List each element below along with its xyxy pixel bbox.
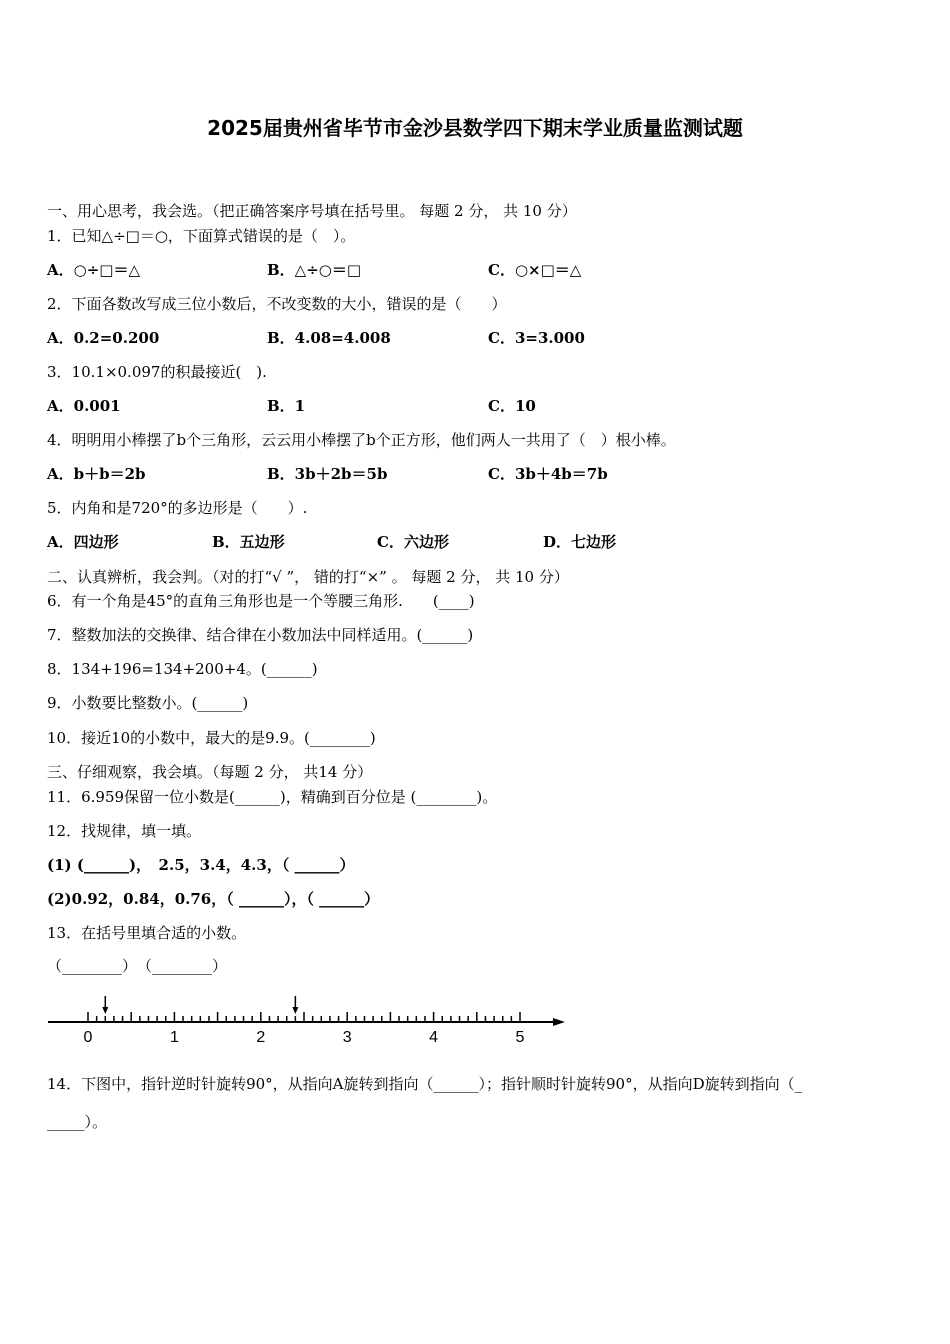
question-14: 14．下图中，指针逆时针旋转90°，从指向A旋转到指向（______）；指针顺时针旋转90°，从指向D旋转到指向（_ <box>47 1075 803 1093</box>
option-b: B．4.08=4.008 <box>267 329 391 347</box>
option-b: B．3b＋2b＝5b <box>267 465 388 483</box>
option-a: A．○÷□＝△ <box>47 261 141 279</box>
pointer-arrow-head <box>292 1007 298 1014</box>
question-9: 9．小数要比整数小。(______) <box>47 694 249 712</box>
option-a: A．四边形 <box>47 533 119 551</box>
option-b: B．五边形 <box>212 533 285 551</box>
option-a: A．0.001 <box>47 397 121 415</box>
axis-arrowhead <box>553 1018 565 1026</box>
axis-tick-label: 3 <box>342 1029 352 1046</box>
question-1: 1．已知△÷□＝○，下面算式错误的是（ ）。 <box>47 227 356 245</box>
page-title: 2025届贵州省毕节市金沙县数学四下期末学业质量监测试题 <box>207 116 743 140</box>
question-12-part-2: (2)0.92，0.84，0.76，（ ______），（ ______） <box>47 890 380 908</box>
question-14-continued: _____）。 <box>47 1113 108 1131</box>
question-12-part-1: (1) (______)， 2.5，3.4，4.3，（ ______） <box>47 856 355 874</box>
axis-tick-label: 5 <box>515 1029 525 1046</box>
question-12: 12．找规律，填一填。 <box>47 822 202 840</box>
option-c: C．3=3.000 <box>488 329 585 347</box>
option-a: A．b＋b＝2b <box>47 465 146 483</box>
option-c: C．10 <box>488 397 536 415</box>
question-7: 7．整数加法的交换律、结合律在小数加法中同样适用。(______) <box>47 626 474 644</box>
question-3: 3．10.1×0.097的积最接近( ). <box>47 363 267 381</box>
section-2-heading: 二、认真辨析，我会判。（对的打“√ ”， 错的打“×” 。 每题 2 分， 共 10 分） <box>47 568 569 586</box>
option-b: B．1 <box>267 397 306 415</box>
option-c: C．○×□＝△ <box>488 261 582 279</box>
option-d: D．七边形 <box>543 533 617 551</box>
question-2: 2．下面各数改写成三位小数后，不改变数的大小，错误的是（ ） <box>47 295 507 313</box>
question-6: 6．有一个角是45°的直角三角形也是一个等腰三角形. (____) <box>47 592 475 610</box>
question-4: 4．明明用小棒摆了b个三角形，云云用小棒摆了b个正方形，他们两人一共用了（ ）根小棒。 <box>47 431 676 449</box>
question-10: 10．接近10的小数中，最大的是9.9。(________) <box>47 729 376 747</box>
question-13-blanks: （________） （________） <box>47 957 228 975</box>
option-c: C．3b＋4b＝7b <box>488 465 608 483</box>
axis-tick-label: 4 <box>429 1029 439 1046</box>
section-1-heading: 一、用心思考，我会选。（把正确答案序号填在括号里。 每题 2 分， 共 10 分） <box>47 202 577 220</box>
question-5: 5．内角和是720°的多边形是（ ）. <box>47 499 308 517</box>
question-8: 8．134+196=134+200+4。(______) <box>47 660 318 678</box>
pointer-arrow-head <box>102 1007 108 1014</box>
question-13: 13．在括号里填合适的小数。 <box>47 924 247 942</box>
section-3-heading: 三、仔细观察，我会填。（每题 2 分， 共14 分） <box>47 763 373 781</box>
question-11: 11．6.959保留一位小数是(______)，精确到百分位是 (________)。 <box>47 788 498 806</box>
number-line <box>0 990 600 1050</box>
axis-tick-label: 1 <box>169 1029 179 1046</box>
axis-tick-label: 0 <box>83 1029 93 1046</box>
option-c: C．六边形 <box>377 533 449 551</box>
axis-tick-label: 2 <box>256 1029 266 1046</box>
option-a: A．0.2=0.200 <box>47 329 160 347</box>
option-b: B．△÷○＝□ <box>267 261 362 279</box>
